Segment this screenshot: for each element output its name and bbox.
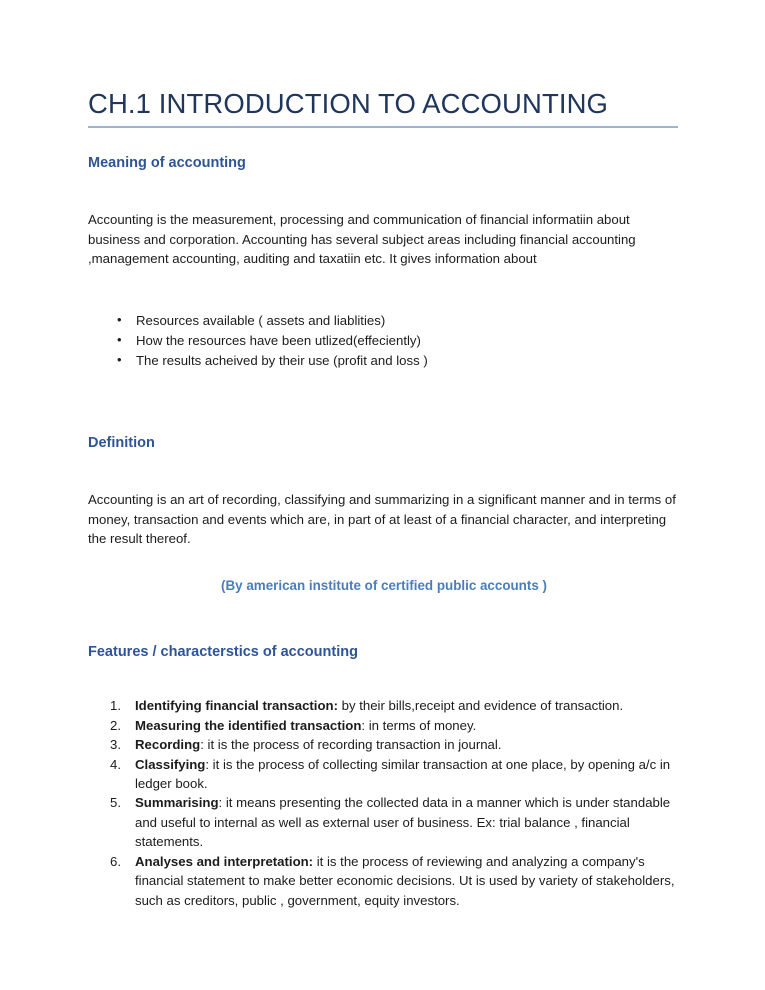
document-content [88,88,680,910]
list-item-text: by their bills,receipt and evidence of transaction. [337,698,624,714]
table-row [88,735,680,754]
section-heading-features: Features / characterstics of accounting [88,644,358,661]
list-item-text: : it is the process of collecting similar transaction at one place, by opening a/c in ledger book. [135,756,671,792]
list-item-label: Identifying financial transaction: [135,698,338,714]
meaning-bullet-list [88,311,680,371]
spacer [88,371,680,435]
paragraph-meaning: Accounting is the measurement, processing and communication of financial informatiin about business and corporation. Accounting has several subject areas including financial accounting ,management accounting, auditing and taxatiin etc. It gives information about [88,212,636,267]
table-row [88,696,680,715]
list-item-label: Analyses and interpretation: [135,853,314,869]
list-item: • Resources available ( assets and liablities) [88,311,680,331]
spacer [88,594,680,644]
features-numbered-list [88,696,680,909]
table-row [88,716,680,735]
list-item: • The results acheived by their use (profit and loss ) [88,351,680,371]
spacer [88,269,680,311]
spacer [88,549,680,578]
list-item-text: : it means presenting the collected data in a manner which is under standable and useful to internal as well as external user of business. Ex: trial balance , financial statements. [135,795,671,850]
section-heading-definition: Definition [88,434,155,451]
spacer [88,128,680,155]
list-item-text: it is the process of reviewing and analyzing a company's financial statement to make better economic decisions. Ut is used by variety of stakeholders, such as creditors, public , government, equity investors. [135,853,675,908]
table-row [88,852,680,910]
table-row [88,755,680,794]
list-item-text: : in terms of money. [361,717,477,733]
list-item-label: Recording [135,737,201,753]
list-item-label: Summarising [135,795,219,811]
section-heading-meaning: Meaning of accounting [88,154,246,171]
definition-attribution: (By american institute of certified public accounts ) [221,577,547,593]
spacer [88,661,680,696]
paragraph-definition: Accounting is an art of recording, classifying and summarizing in a significant manner and in terms of money, transaction and events which are, in part of at least of a financial character, and interpreting the result thereof. [88,492,676,547]
page-title: CH.1 INTRODUCTION TO ACCOUNTING [88,88,609,119]
table-row [88,793,680,851]
list-item-label: Classifying [135,756,206,772]
list-item: • How the resources have been utlized(effeciently) [88,331,680,351]
list-item-text: : it is the process of recording transaction in journal. [200,737,502,753]
spacer [88,452,680,490]
list-item-label: Measuring the identified transaction [135,717,362,733]
spacer [88,172,680,210]
